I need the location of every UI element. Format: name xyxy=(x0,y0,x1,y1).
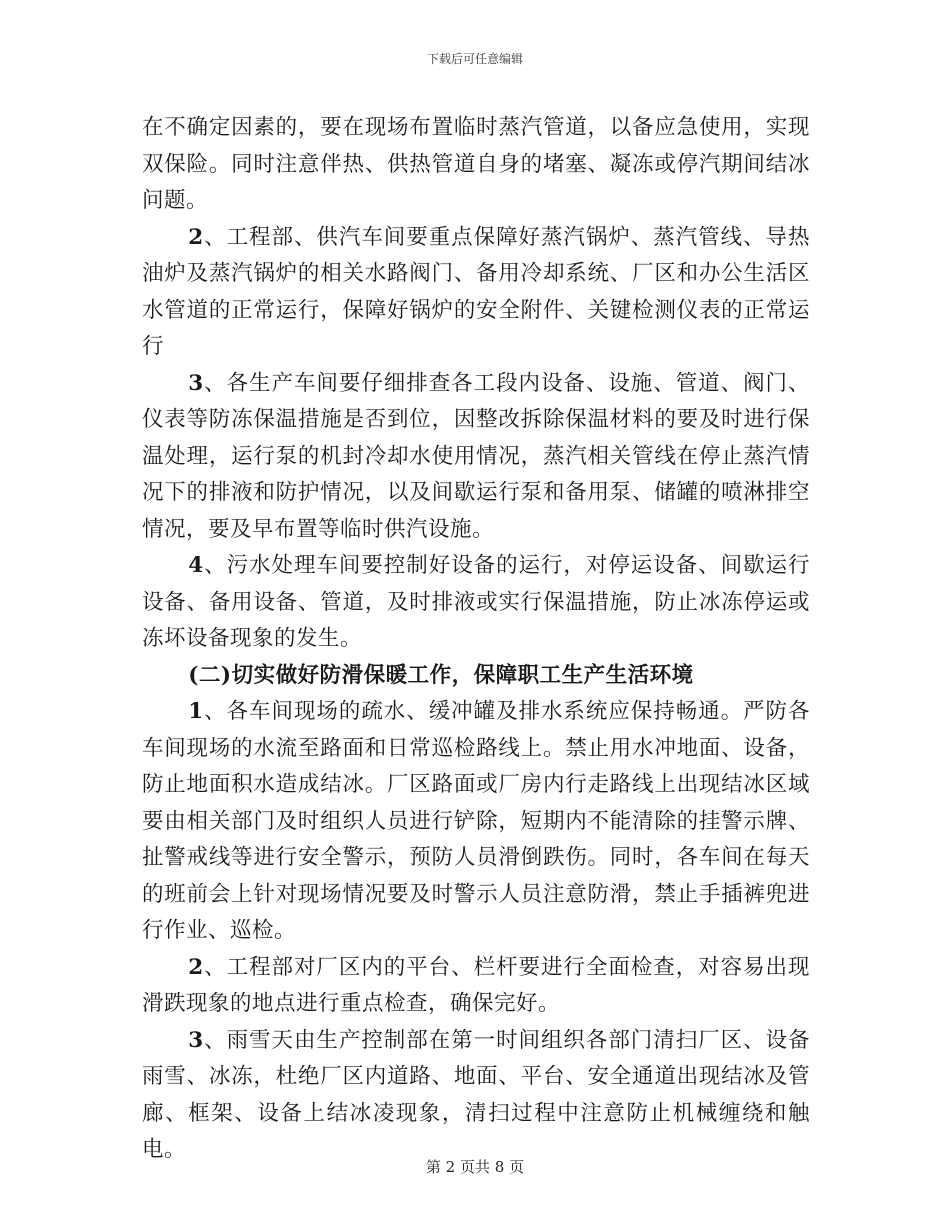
paragraph-item-2 xyxy=(142,220,810,366)
paragraph-text: 、各生产车间要仔细排查各工段内设备、设施、管道、阀门、仪表等防冻保温措施是否到位，因整改拆除保温材料的要及时进行保温处理，运行泵的机封冷却水使用情况，蒸汽相关管线在停止蒸汽情况下的排液和防护情况，以及间歇运行泵和备用泵、储罐的喷淋排空情况，要及早布置等临时供汽设施。 xyxy=(142,370,810,542)
paragraph-item-4 xyxy=(142,548,810,658)
paragraph-item-1 xyxy=(142,694,810,950)
section-heading xyxy=(142,658,810,695)
paragraph-text: 、污水处理车间要控制好设备的运行，对停运设备、间歇运行设备、备用设备、管道，及时排液或实行保温措施，防止冰冻停运或冻坏设备现象的发生。 xyxy=(142,553,810,651)
document-body xyxy=(142,110,810,1169)
item-number: 3 xyxy=(188,1027,204,1053)
item-number: 4 xyxy=(188,553,204,578)
page-footer: 第 2 页共 8 页 xyxy=(425,1158,525,1176)
paragraph-item-3b xyxy=(142,1023,810,1169)
item-number: 1 xyxy=(188,699,204,724)
paragraph-text: 、各车间现场的疏水、缓冲罐及排水系统应保持畅通。严防各车间现场的水流至路面和日常巡检路线上。禁止用水冲地面、设备，防止地面积水造成结冰。厂区路面或厂房内行走路线上出现结冰区域要由相关部门及时组织人员进行铲除，短期内不能清除的挂警示牌、扯警戒线等进行安全警示，预防人员滑倒跌伤。同时，各车间在每天的班前会上针对现场情况要及时警示人员注意防滑，禁止手插裤兜进行作业、巡检。 xyxy=(142,699,810,943)
section-heading-text: (二)切实做好防滑保暖工作，保障职工生产生活环境 xyxy=(188,662,694,688)
paragraph-text: 、工程部对厂区内的平台、栏杆要进行全面检查，对容易出现滑跌现象的地点进行重点检查，确保完好。 xyxy=(142,954,810,1016)
paragraph-text: 在不确定因素的，要在现场布置临时蒸汽管道，以备应急使用，实现双保险。同时注意伴热、供热管道自身的堵塞、凝冻或停汽期间结冰问题。 xyxy=(142,115,810,213)
item-number: 2 xyxy=(188,954,204,980)
item-number: 3 xyxy=(188,370,204,396)
item-number: 2 xyxy=(188,224,204,250)
paragraph-text: 、雨雪天由生产控制部在第一时间组织各部门清扫厂区、设备雨雪、冰冻，杜绝厂区内道路、地面、平台、安全通道出现结冰及管廊、框架、设备上结冰凌现象，清扫过程中注意防止机械缠绕和触电。 xyxy=(142,1027,810,1162)
paragraph-continuation xyxy=(142,110,810,220)
paragraph-item-2b xyxy=(142,950,810,1023)
paragraph-item-3 xyxy=(142,366,810,549)
paragraph-text: 、工程部、供汽车间要重点保障好蒸汽锅炉、蒸汽管线、导热油炉及蒸汽锅炉的相关水路阀门、备用冷却系统、厂区和办公生活区水管道的正常运行，保障好锅炉的安全附件、关键检测仪表的正常运行 xyxy=(142,224,810,359)
page-header: 下载后可任意编辑 xyxy=(426,52,523,66)
